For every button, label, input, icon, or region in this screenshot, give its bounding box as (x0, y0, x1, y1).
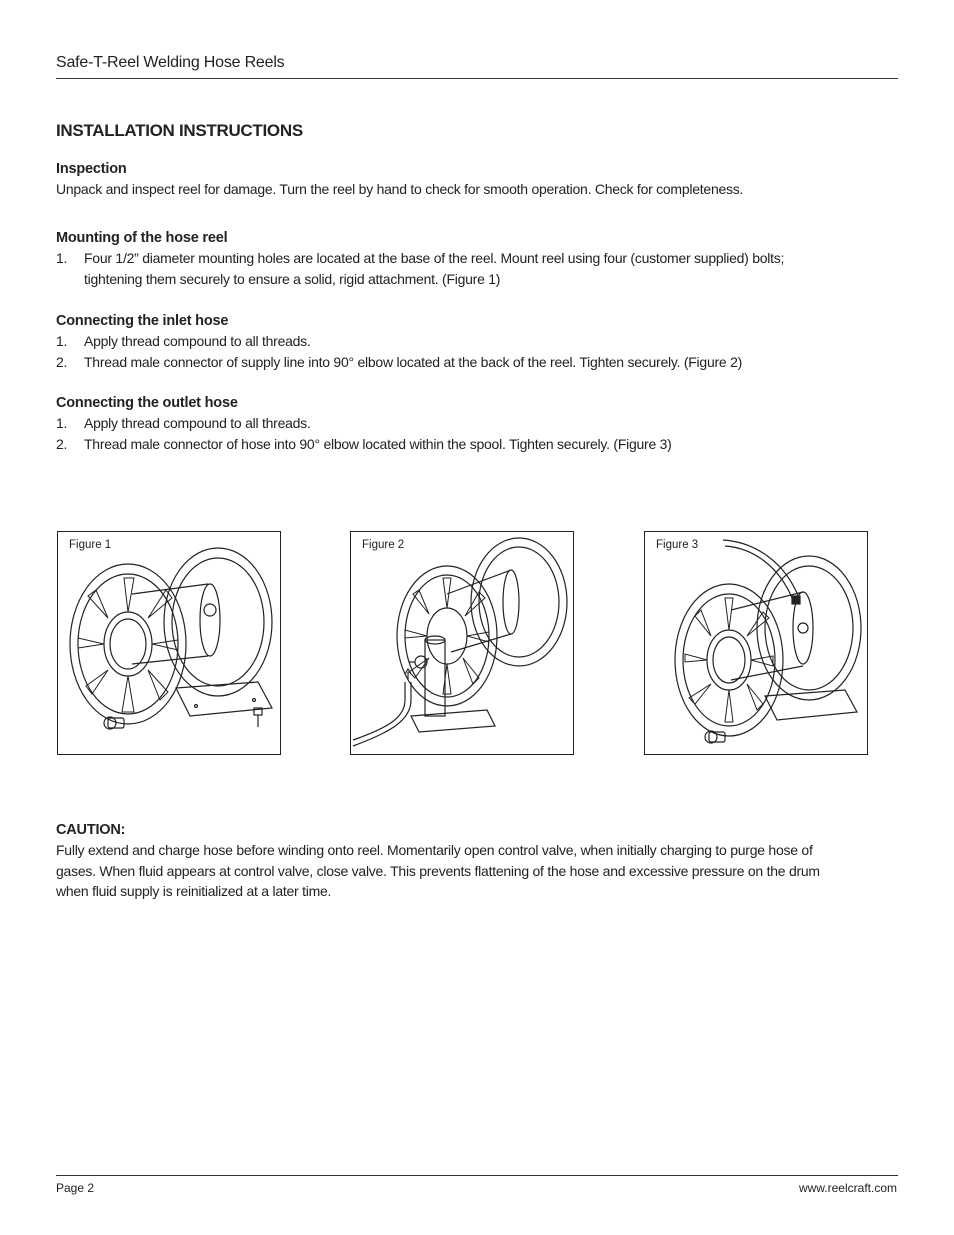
caution-section (56, 820, 846, 902)
reel-outlet-illustration (645, 532, 867, 754)
mounting-title: Mounting of the hose reel (56, 230, 228, 246)
figure-3 (644, 531, 868, 755)
figure-2-caption: Figure 2 (362, 539, 405, 551)
step-number: 2. (56, 353, 68, 370)
step-number: 1. (56, 250, 68, 266)
mounting-step (56, 248, 836, 289)
reel-inlet-illustration (351, 532, 573, 754)
mounting-section (56, 228, 836, 289)
step-text: Four 1/2” diameter mounting holes are located at the base of the reel. Mount reel using four (customer supplied) bolts; tightening them securely to ensure a solid, rigid attachment. (Figure 1) (84, 250, 785, 287)
inlet-section (56, 311, 856, 372)
caution-title: CAUTION: (56, 822, 126, 838)
inspection-section (56, 159, 856, 200)
step-text: Apply thread compound to all threads. (84, 415, 311, 431)
outlet-section (56, 393, 856, 454)
outlet-step (56, 434, 856, 455)
main-heading: INSTALLATION INSTRUCTIONS (56, 121, 303, 140)
inspection-title: Inspection (56, 161, 127, 177)
step-number: 1. (56, 415, 68, 431)
inlet-step (56, 331, 856, 352)
inlet-title: Connecting the inlet hose (56, 313, 229, 329)
figure-3-caption: Figure 3 (656, 539, 699, 551)
document-header-title: Safe-T-Reel Welding Hose Reels (56, 54, 285, 71)
outlet-step (56, 413, 856, 434)
website-link[interactable]: www.reelcraft.com (798, 1181, 897, 1195)
caution-text: Fully extend and charge hose before winding onto reel. Momentarily open control valve, when initially charging to purge hose of gases. When fluid appears at control valve, close valve. This prevents flattening of the hose and excessive pressure on the drum when fluid supply is reinitialized at a later time. (56, 842, 820, 899)
step-number: 1. (56, 333, 68, 349)
page-number: Page 2 (56, 1181, 95, 1195)
inlet-step (56, 352, 856, 373)
reel-mounting-illustration (58, 532, 280, 754)
step-number: 2. (56, 435, 68, 452)
step-text: Thread male connector of supply line into 90° elbow located at the back of the reel. Tighten securely. (Figure 2) (84, 353, 743, 370)
step-text: Apply thread compound to all threads. (84, 333, 311, 349)
header-divider (56, 78, 898, 79)
figure-1-caption: Figure 1 (69, 539, 112, 551)
figure-1 (57, 531, 281, 755)
step-text: Thread male connector of hose into 90° elbow located within the spool. Tighten securely. (Figure 3) (84, 435, 672, 452)
figure-2 (350, 531, 574, 755)
outlet-title: Connecting the outlet hose (56, 395, 238, 411)
inspection-text: Unpack and inspect reel for damage. Turn the reel by hand to check for smooth operation. Check for completeness. (56, 181, 744, 197)
footer-divider (56, 1175, 898, 1176)
